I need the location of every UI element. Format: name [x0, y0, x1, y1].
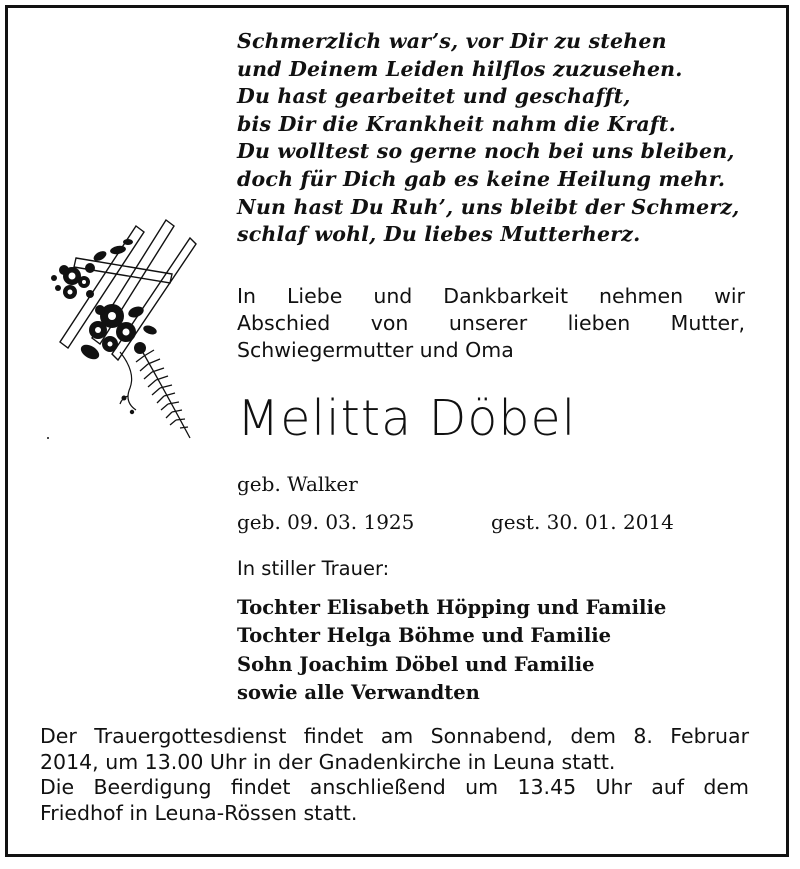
poem-line: schlaf wohl, Du liebes Mutterherz.	[237, 222, 641, 247]
poem-line: und Deinem Leiden hilflos zuzusehen.	[237, 56, 683, 81]
intro-line: Schwiegermutter und Oma	[237, 338, 514, 362]
maiden-name: geb. Walker	[237, 472, 358, 496]
deceased-name: Melitta Döbel	[237, 390, 577, 447]
mourner: Tochter Helga Böhme und Familie	[237, 624, 612, 648]
birth-date: geb. 09. 03. 1925	[237, 510, 415, 534]
intro-line: Abschied von unserer lieben Mutter,	[237, 311, 745, 335]
mourner: sowie alle Verwandten	[237, 681, 480, 705]
service-line: Der Trauergottesdienst findet am Sonnabend, dem 8. Februar	[40, 724, 749, 748]
life-dates	[237, 510, 674, 534]
service-notice	[40, 724, 749, 826]
intro-text	[237, 283, 745, 364]
death-date: gest. 30. 01. 2014	[491, 510, 674, 534]
service-line: 2014, um 13.00 Uhr in der Gnadenkirche in Leuna statt.	[40, 749, 616, 774]
mourners-list	[237, 594, 666, 708]
poem-line: doch für Dich gab es keine Heilung mehr.	[237, 166, 726, 191]
intro-line: In Liebe und Dankbarkeit nehmen wir	[237, 284, 745, 308]
mourner: Sohn Joachim Döbel und Familie	[237, 652, 595, 676]
poem-line: Schmerzlich war’s, vor Dir zu stehen	[237, 29, 667, 53]
poem-line: Du hast gearbeitet und geschafft,	[237, 84, 631, 109]
poem	[237, 28, 740, 249]
cross-with-roses-icon	[40, 212, 200, 444]
mourner: Tochter Elisabeth Höpping und Familie	[237, 596, 667, 619]
poem-line: Du wolltest so gerne noch bei uns bleiben,	[237, 139, 735, 164]
service-line: Friedhof in Leuna-Rössen statt.	[40, 800, 358, 825]
mourning-label: In stiller Trauer:	[237, 557, 390, 580]
poem-line: Nun hast Du Ruh’, uns bleibt der Schmerz,	[237, 194, 740, 219]
poem-line: bis Dir die Krankheit nahm die Kraft.	[237, 111, 676, 136]
service-line: Die Beerdigung findet anschließend um 13.45 Uhr auf dem	[40, 775, 749, 799]
